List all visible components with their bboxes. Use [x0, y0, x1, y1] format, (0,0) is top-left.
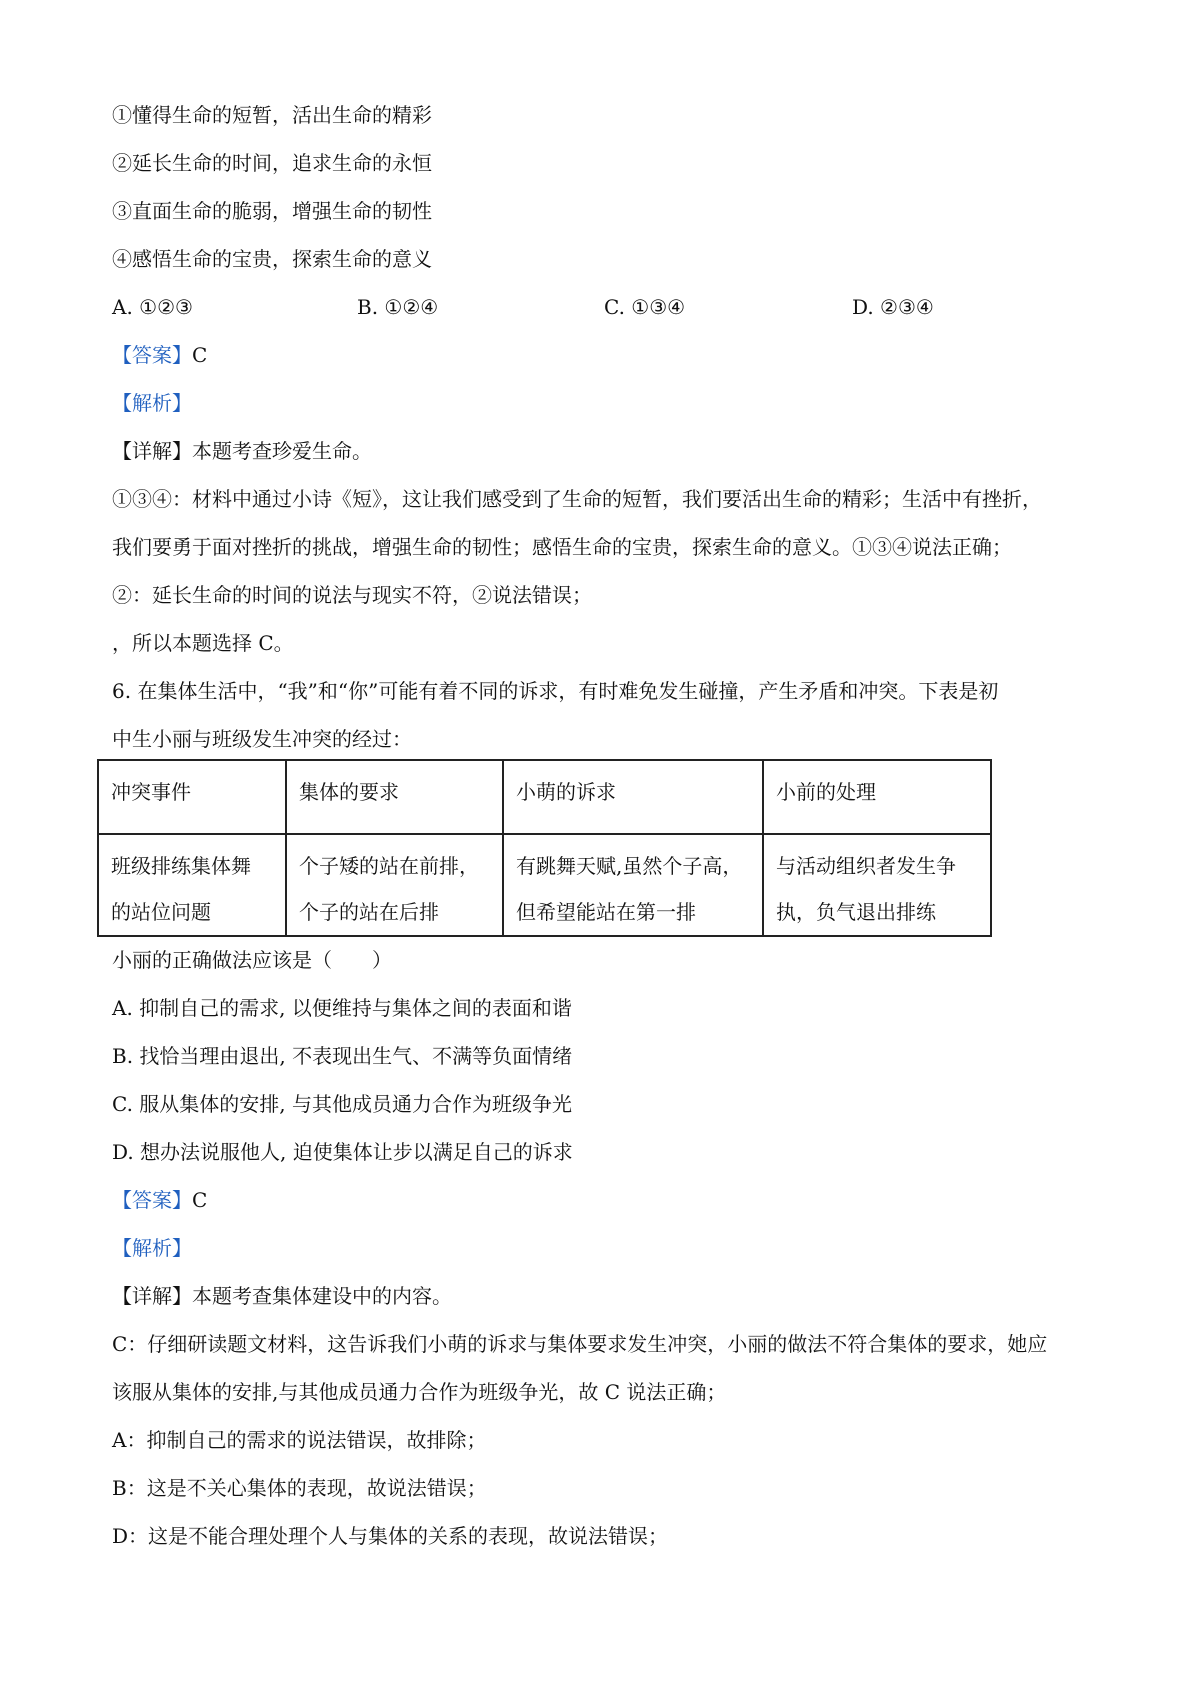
q6-option-b: B. 找恰当理由退出, 不表现出生气、不满等负面情绪 — [112, 1044, 573, 1068]
q6-detail-5: B：这是不关心集体的表现，故说法错误； — [112, 1476, 487, 1500]
q5-option-a: A. ①②③ — [112, 295, 193, 319]
answer-value: C — [192, 343, 208, 367]
q6-option-c: C. 服从集体的安排, 与其他成员通力合作为班级争光 — [112, 1092, 573, 1116]
q5-item-4: ④感悟生命的宝贵，探索生命的意义 — [112, 247, 432, 271]
table-header-cell: 冲突事件 — [98, 760, 286, 834]
q6-stem-2: 中生小丽与班级发生冲突的经过： — [112, 727, 412, 751]
q5-detail-2: ①③④：材料中通过小诗《短》，这让我们感受到了生命的短暂，我们要活出生命的精彩；生活中有挫折， — [112, 487, 1042, 511]
q5-option-d: D. ②③④ — [852, 295, 934, 319]
cell-line: 的站位问题 — [111, 900, 211, 924]
q5-detail-1: 【详解】本题考查珍爱生命。 — [112, 439, 372, 463]
table-header-cell: 集体的要求 — [286, 760, 503, 834]
q6-detail-3: 该服从集体的安排,与其他成员通力合作为班级争光，故 C 说法正确； — [112, 1380, 727, 1404]
answer-tag: 【答案】 — [112, 1188, 192, 1212]
q5-option-b: B. ①②④ — [357, 295, 439, 319]
answer-tag: 【答案】 — [112, 343, 192, 367]
q6-detail-4: A：抑制自己的需求的说法错误，故排除； — [112, 1428, 487, 1452]
q5-item-3: ③直面生命的脆弱，增强生命的韧性 — [112, 199, 432, 223]
table-header-cell: 小前的处理 — [763, 760, 991, 834]
q6-detail-6: D：这是不能合理处理个人与集体的关系的表现，故说法错误； — [112, 1524, 669, 1548]
q6-stem-1: 6. 在集体生活中，“我”和“你”可能有着不同的诉求，有时难免发生碰撞，产生矛盾和冲突。下表是初 — [112, 679, 999, 703]
q5-analysis-tag: 【解析】 — [112, 391, 192, 415]
q5-detail-4: ②：延长生命的时间的说法与现实不符，②说法错误； — [112, 583, 592, 607]
conflict-table — [97, 759, 992, 937]
table-header-cell: 小萌的诉求 — [503, 760, 763, 834]
q5-item-2: ②延长生命的时间，追求生命的永恒 — [112, 151, 432, 175]
q5-options — [112, 293, 1012, 321]
answer-value: C — [192, 1188, 208, 1212]
cell-line: 执，负气退出排练 — [776, 900, 936, 924]
cell-line: 个子矮的站在前排， — [299, 854, 479, 878]
table-header-row — [98, 760, 991, 834]
q6-option-d: D. 想办法说服他人, 迫使集体让步以满足自己的诉求 — [112, 1140, 573, 1164]
cell-line: 个子的站在后排 — [299, 900, 439, 924]
q6-analysis-tag: 【解析】 — [112, 1236, 192, 1260]
table-cell — [286, 834, 503, 936]
cell-line: 与活动组织者发生争 — [776, 854, 956, 878]
q6-detail-2: C：仔细研读题文材料，这告诉我们小萌的诉求与集体要求发生冲突，小丽的做法不符合集体的要求，她应 — [112, 1332, 1048, 1356]
q5-answer — [112, 341, 207, 369]
table-cell — [503, 834, 763, 936]
cell-line: 有跳舞天赋,虽然个子高， — [516, 854, 743, 878]
table-cell — [763, 834, 991, 936]
q6-option-a: A. 抑制自己的需求, 以便维持与集体之间的表面和谐 — [112, 996, 572, 1020]
q5-detail-3: 我们要勇于面对挫折的挑战，增强生命的韧性；感悟生命的宝贵，探索生命的意义。①③④说法正确； — [112, 535, 1012, 559]
table-row — [98, 834, 991, 936]
q6-question: 小丽的正确做法应该是（ ） — [112, 948, 392, 972]
table-cell — [98, 834, 286, 936]
q5-option-c: C. ①③④ — [604, 295, 686, 319]
cell-line: 班级排练集体舞 — [111, 854, 251, 878]
q5-item-1: ①懂得生命的短暂，活出生命的精彩 — [112, 103, 432, 127]
cell-line: 但希望能站在第一排 — [516, 900, 696, 924]
q5-detail-5: ，所以本题选择 C。 — [112, 631, 294, 655]
q6-answer — [112, 1186, 207, 1214]
q6-detail-1: 【详解】本题考查集体建设中的内容。 — [112, 1284, 452, 1308]
